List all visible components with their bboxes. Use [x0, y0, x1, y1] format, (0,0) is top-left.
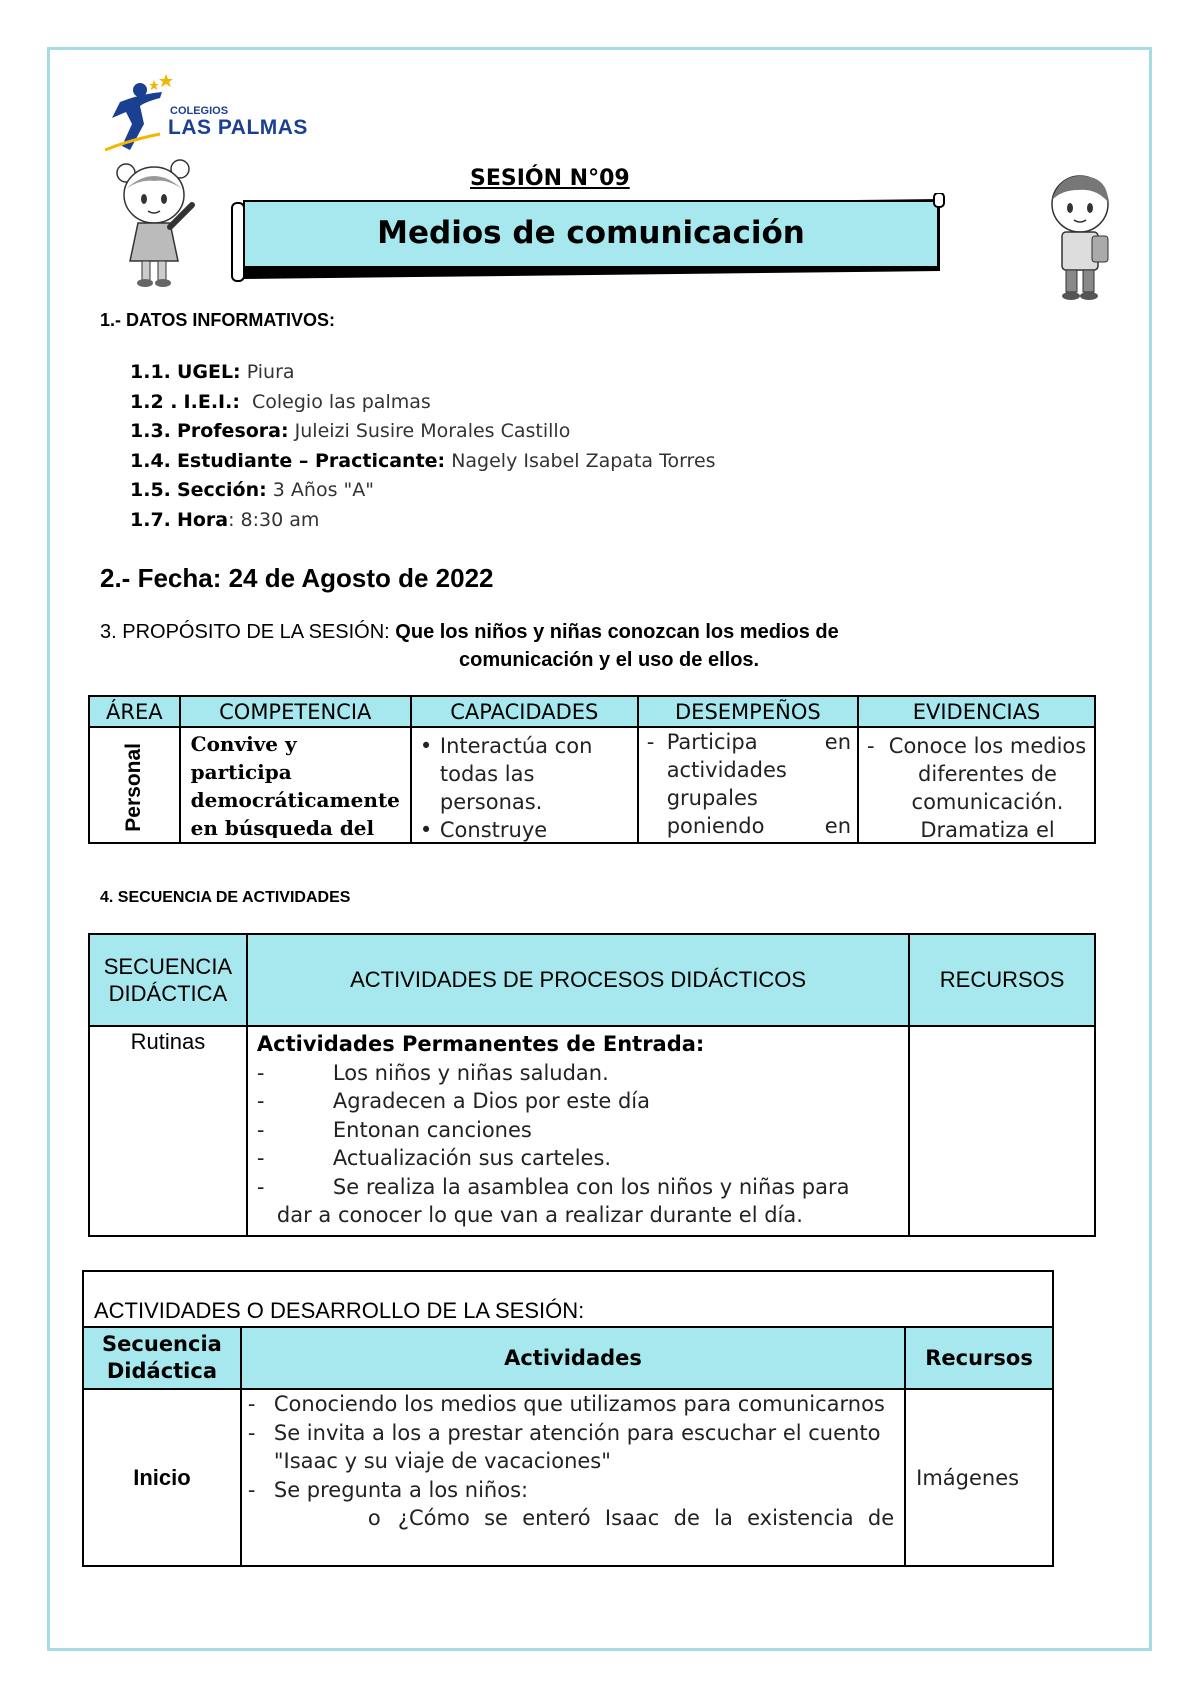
rutinas-cell: Rutinas [89, 1026, 247, 1236]
header-evidencias: EVIDENCIAS [858, 696, 1095, 727]
list-item: - Conociendo los medios que utilizamos para comunicarnos [247, 1392, 885, 1416]
inicio-cell: Inicio [83, 1389, 241, 1566]
info-item-iei: 1.2 . I.E.I.: Colegio las palmas [130, 390, 431, 413]
desarrollo-caption: ACTIVIDADES O DESARROLLO DE LA SESIÓN: [83, 1271, 1053, 1327]
desempenos-cell [638, 727, 858, 843]
actividades-title: Actividades Permanentes de Entrada: [256, 1032, 705, 1056]
list-item: - Se realiza la asamblea con los niños y niñas para [256, 1174, 850, 1199]
girl-illustration-icon [112, 155, 222, 290]
proposito-label: 3. PROPÓSITO DE LA SESIÓN: [100, 621, 390, 643]
datos-informativos-heading: 1.- DATOS INFORMATIVOS: [100, 310, 336, 330]
header-desempenos: DESEMPEÑOS [638, 696, 858, 727]
evidencias-cell [858, 727, 1095, 843]
info-item-seccion: 1.5. Sección: 3 Años "A" [130, 479, 374, 501]
info-item-profesora: 1.3. Profesora: Juleizi Susire Morales Castillo [130, 420, 571, 442]
actividades-cell [247, 1026, 909, 1236]
competencias-table [88, 695, 1096, 844]
header-recursos: RECURSOS [909, 934, 1095, 1026]
session-number: SESIÓN N°09 [470, 166, 630, 191]
recursos-value: Imágenes [905, 1389, 1053, 1566]
recursos-cell [909, 1026, 1095, 1236]
page-title: Medios de comunicación [377, 215, 805, 251]
secuencia-table [88, 933, 1096, 1237]
competencia-cell [180, 727, 411, 843]
header-area: ÁREA [89, 696, 180, 727]
title-banner [228, 193, 948, 283]
desarrollo-table [82, 1270, 1054, 1567]
header-capacidades: CAPACIDADES [411, 696, 638, 727]
table-row [83, 1389, 1053, 1566]
table-row [89, 1026, 1095, 1236]
list-item: • Interactúa con todas las personas. [419, 734, 593, 814]
table-row [89, 727, 1095, 843]
list-item: - Actualización sus carteles. [256, 1146, 612, 1170]
list-item: • Construye [419, 818, 548, 842]
proposito-section [100, 618, 1000, 674]
list-item: - Entonan canciones [256, 1117, 532, 1142]
info-item-estudiante: 1.4. Estudiante – Practicante: Nagely Isabel Zapata Torres [130, 449, 716, 472]
secuencia-heading: 4. SECUENCIA DE ACTIVIDADES [100, 889, 351, 906]
table-caption-row [83, 1271, 1053, 1327]
fecha-heading: 2.- Fecha: 24 de Agosto de 2022 [100, 563, 494, 593]
table-header-row [89, 934, 1095, 1026]
list-item: - Los niños y niñas saludan. [256, 1060, 609, 1085]
list-item: Dramatiza el [920, 818, 1055, 842]
list-item: - Conoce los medios diferentes de comunicación. [867, 734, 1087, 814]
list-item: - Se pregunta a los niños: [247, 1477, 529, 1502]
table-header-row [89, 696, 1095, 727]
competencia-value: Convive y participa democráticamente en búsqueda del [190, 732, 400, 838]
header-secuencia-didactica: Secuencia Didáctica [83, 1327, 241, 1389]
proposito-line1: Que los niños y niñas conozcan los medios de [395, 621, 839, 643]
logo-subtitle: COLEGIOS [170, 105, 229, 117]
proposito-line2: comunicación y el uso de ellos. [459, 649, 760, 671]
header-actividades: Actividades [241, 1327, 905, 1389]
header-competencia: COMPETENCIA [180, 696, 411, 727]
logo-title: LAS PALMAS [168, 116, 308, 139]
list-item: - Se invita a los a prestar atención para escuchar el cuento "Isaac y su viaje de vacaciones" [247, 1420, 881, 1473]
info-item-hora: 1.7. Hora: 8:30 am [130, 508, 320, 531]
capacidades-cell [411, 727, 638, 843]
header-actividades: ACTIVIDADES DE PROCESOS DIDÁCTICOS [247, 934, 909, 1026]
list-item: - Agradecen a Dios por este día [256, 1089, 651, 1113]
datos-informativos-list [130, 358, 716, 535]
list-item: - Participa en actividades grupales poniendo en [646, 730, 852, 838]
table-header-row [83, 1327, 1053, 1389]
list-item-continuation: dar a conocer lo que van a realizar durante el día. [276, 1203, 803, 1227]
header-secuencia: SECUENCIA DIDÁCTICA [89, 934, 247, 1026]
boy-illustration-icon [1040, 170, 1120, 305]
header-recursos: Recursos [905, 1327, 1053, 1389]
info-item-ugel: 1.1. UGEL: Piura [130, 361, 295, 383]
list-subitem: o ¿Cómo se enteró Isaac de la existencia de [367, 1506, 895, 1530]
actividades-cell [241, 1389, 905, 1566]
area-value: Personal [122, 743, 146, 832]
area-cell [89, 727, 180, 843]
